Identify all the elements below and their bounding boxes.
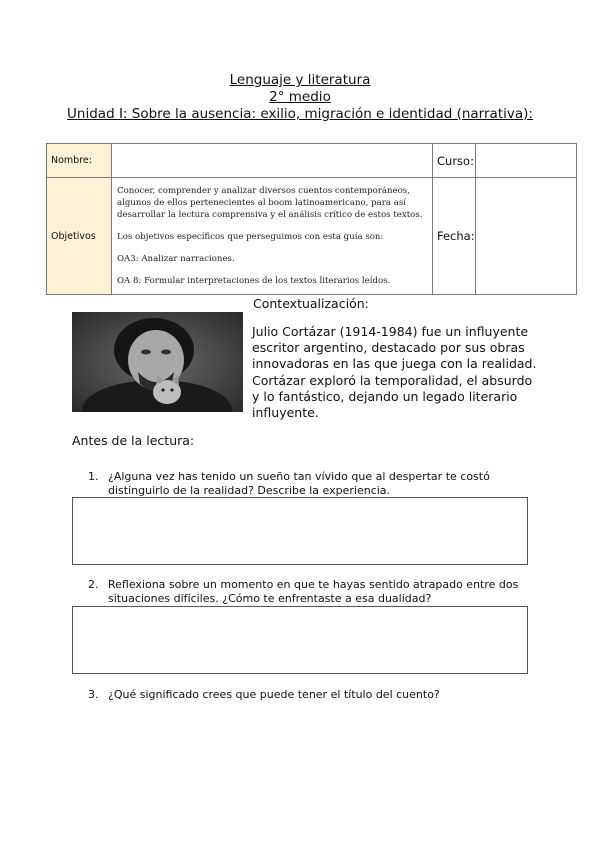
fecha-field[interactable] [476, 178, 577, 295]
curso-field[interactable] [476, 144, 577, 178]
objetivo-oa3: OA3: Analizar narraciones. [117, 254, 235, 264]
objetivo-oa8: OA 8: Formular interpretaciones de los textos literarios leídos. [117, 276, 391, 286]
context-title: Contextualización: [253, 296, 369, 311]
curso-label: Curso: [433, 144, 476, 178]
question-number: 2. [88, 578, 99, 591]
objetivo-general: Conocer, comprender y analizar diversos cuentos contemporáneos, algunos de ellos pertenecientes al boom latinoamericano, para así desarrollar la lectura comprensiva y el análisis crítico de estos textos. [117, 186, 423, 220]
level-title: 2° medio [269, 89, 331, 105]
question-text: ¿Alguna vez has tenido un sueño tan vívido que al despertar te costó distinguirlo de la realidad? Describe la experiencia. [108, 470, 490, 497]
unit-title: Unidad I: Sobre la ausencia: exilio, migración e identidad (narrativa): [67, 106, 533, 122]
question-text: Reflexiona sobre un momento en que te hayas sentido atrapado entre dos situaciones difíciles. ¿Cómo te enfrentaste a esa dualidad? [108, 578, 519, 605]
author-photo [72, 312, 243, 412]
pre-reading-title: Antes de la lectura: [72, 433, 195, 448]
objetivos-label: Objetivos [47, 178, 112, 295]
nombre-field[interactable] [112, 144, 433, 178]
author-bio: Julio Cortázar (1914-1984) fue un influyente escritor argentino, destacado por sus obras innovadoras en las que juega con la realidad. Cortázar exploró la temporalidad, el absurdo y lo fantástico, dejando un legado literario influyente. [252, 324, 537, 421]
answer-box-1[interactable] [72, 497, 528, 565]
objetivos-text [112, 178, 433, 295]
objetivos-intro: Los objetivos específicos que perseguimos con esta guía son: [117, 232, 384, 242]
nombre-label: Nombre: [47, 144, 112, 178]
info-table [46, 143, 577, 295]
answer-box-2[interactable] [72, 606, 528, 674]
question-3 [88, 688, 538, 702]
question-number: 3. [88, 688, 99, 701]
question-number: 1. [88, 470, 99, 483]
question-2 [88, 578, 538, 606]
question-text: ¿Qué significado crees que puede tener el título del cuento? [108, 688, 440, 701]
question-1 [88, 470, 538, 498]
fecha-label: Fecha: [433, 178, 476, 295]
subject-title: Lenguaje y literatura [229, 72, 371, 88]
document-header [0, 72, 600, 123]
